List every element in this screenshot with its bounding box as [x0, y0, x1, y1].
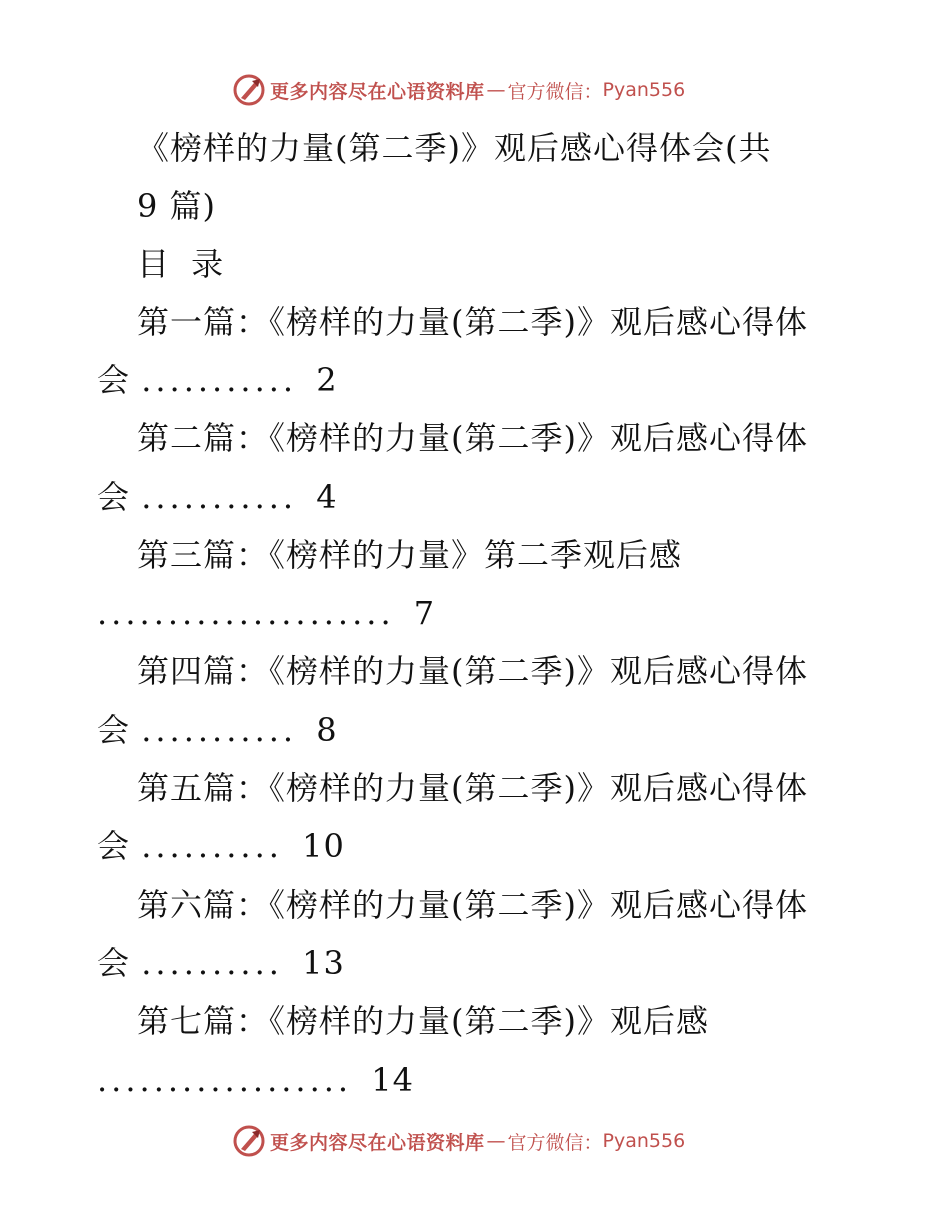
toc-entry-3-title: 第三篇：《榜样的力量》第二季观后感 — [137, 536, 683, 574]
toc-entry-3-page: 7 — [413, 594, 436, 632]
toc-entry-5-dots: .......... — [141, 827, 283, 865]
toc-entry-3-dots: ..................... — [97, 594, 395, 632]
document-title-line2: 9 篇) — [137, 187, 217, 225]
banner-separator: — — [486, 1130, 506, 1152]
toc-entry-6-title: 第六篇：《榜样的力量(第二季)》观后感心得体 — [137, 886, 808, 924]
toc-entry-5-cont: 会 — [97, 827, 131, 865]
toc-entry-2-dots: ........... — [141, 478, 298, 516]
toc-entry-3-leader — [97, 593, 435, 633]
toc-entry-7-dots: .................. — [97, 1061, 353, 1099]
toc-entry-1-leader — [97, 360, 338, 400]
banner-wechat-id: Pyan556 — [602, 79, 686, 101]
toc-entry-7-leader — [97, 1060, 414, 1100]
toc-entry-5-leader — [97, 826, 345, 866]
header-banner — [232, 70, 685, 110]
toc-entry-6-page: 13 — [302, 944, 345, 982]
banner-brand-text: 更多内容尽在心语资料库 — [270, 80, 485, 103]
toc-entry-4-cont: 会 — [97, 711, 131, 749]
document-title-line1: 《榜样的力量(第二季)》观后感心得体会(共 — [137, 129, 772, 167]
toc-entry-6-dots: .......... — [141, 944, 283, 982]
banner-wechat-label: 官方微信： — [507, 80, 603, 103]
toc-entry-7-page: 14 — [371, 1061, 414, 1099]
toc-entry-6-leader — [97, 943, 345, 983]
toc-entry-5-title: 第五篇：《榜样的力量(第二季)》观后感心得体 — [137, 769, 808, 807]
toc-entry-2-title: 第二篇：《榜样的力量(第二季)》观后感心得体 — [137, 419, 808, 457]
banner-wechat-id: Pyan556 — [602, 1130, 686, 1152]
footer-banner — [232, 1121, 685, 1161]
toc-entry-6-cont: 会 — [97, 944, 131, 982]
toc-entry-4-title: 第四篇：《榜样的力量(第二季)》观后感心得体 — [137, 652, 808, 690]
toc-entry-4-leader — [97, 710, 338, 750]
toc-entry-2-page: 4 — [316, 478, 338, 516]
toc-entry-4-page: 8 — [316, 711, 338, 749]
banner-separator: — — [486, 79, 506, 101]
toc-entry-1-cont: 会 — [97, 361, 131, 399]
toc-entry-7-title: 第七篇：《榜样的力量(第二季)》观后感 — [137, 1002, 709, 1040]
toc-entry-1-title: 第一篇：《榜样的力量(第二季)》观后感心得体 — [137, 303, 808, 341]
toc-entry-1-dots: ........... — [141, 361, 298, 399]
quill-logo-icon — [232, 1124, 266, 1158]
toc-entry-2-leader — [97, 477, 338, 517]
toc-entry-5-page: 10 — [302, 827, 345, 865]
banner-brand-text: 更多内容尽在心语资料库 — [270, 1131, 485, 1154]
quill-logo-icon — [232, 73, 266, 107]
toc-entry-1-page: 2 — [316, 361, 338, 399]
banner-wechat-label: 官方微信： — [507, 1131, 603, 1154]
toc-heading: 目 录 — [137, 245, 230, 283]
toc-entry-4-dots: ........... — [141, 711, 298, 749]
toc-entry-2-cont: 会 — [97, 478, 131, 516]
